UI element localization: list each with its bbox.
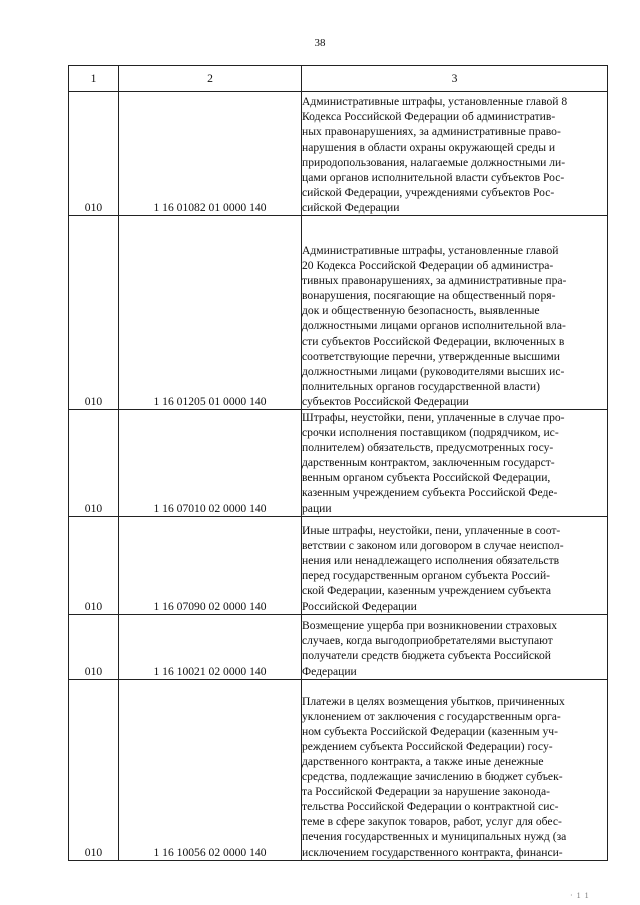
table-row [69, 410, 608, 517]
row-code-cell: 010 [69, 679, 119, 860]
description-line: сийской Федерации, учреждениями субъектов Рос- [302, 185, 555, 199]
row-code-cell: 010 [69, 614, 119, 679]
table-row [69, 216, 608, 410]
description-line: рации [302, 501, 332, 515]
description-line: перед государственным органом субъекта Россий- [302, 569, 551, 583]
description-line: ных правонарушениях, за административные право- [302, 125, 561, 139]
description-line: цами органов исполнительной власти субъектов Рос- [302, 170, 565, 184]
description-line: Российской Федерации [302, 599, 417, 613]
description-line: та Российской Федерации за нарушение законода- [302, 785, 551, 799]
description-line: полнителем) обязательств, предусмотренных госу- [302, 441, 554, 455]
description-line: нения или ненадлежащего исполнения обязательств [302, 554, 560, 568]
description-line: Административные штрафы, установленные главой 8 [302, 95, 568, 109]
description-line: полнительных органов государственной власти) [302, 379, 540, 393]
header-col-1: 1 [69, 66, 119, 92]
table-header-row [69, 66, 608, 92]
row-code-cell: 010 [69, 410, 119, 517]
description-line: Штрафы, неустойки, пени, уплаченные в случае про- [302, 411, 565, 424]
description-line: соответствующие перечни, утвержденные высшими [302, 349, 560, 363]
row-description-cell [302, 614, 608, 679]
description-line: сийской Федерации [302, 200, 400, 214]
description-line: тивных правонарушениях, за административные пра- [302, 274, 567, 288]
description-line: средства, подлежащие зачислению в бюджет субъек- [302, 770, 563, 784]
header-col-2: 2 [119, 66, 302, 92]
description-line: случаев, когда выгодоприобретателями выступают [302, 634, 553, 648]
budget-codes-table [68, 65, 608, 861]
description-line: Кодекса Российской Федерации об административ- [302, 110, 556, 124]
description-line: тельства Российской Федерации о контрактной сис- [302, 800, 559, 814]
footer-mark: · 1 1 [570, 891, 590, 900]
row-kbk-cell: 1 16 10021 02 0000 140 [119, 614, 302, 679]
table-row [69, 92, 608, 216]
description-line: природопользования, налагаемые должностными ли- [302, 155, 566, 169]
row-description-cell [302, 410, 608, 517]
table-row [69, 516, 608, 614]
description-line: ветствии с законом или договором в случае неиспол- [302, 539, 564, 553]
description-line: 20 Кодекса Российской Федерации об администра- [302, 259, 554, 273]
row-description-cell [302, 216, 608, 410]
description-line: нарушения в области охраны окружающей среды и [302, 140, 556, 154]
description-line: должностными лицами (руководителями высших ис- [302, 364, 565, 378]
description-line: печения государственных и муниципальных нужд (за [302, 830, 567, 844]
table-row [69, 679, 608, 860]
table-row [69, 614, 608, 679]
description-line: док и общественную безопасность, выявленные [302, 304, 540, 318]
description-line: субъектов Российской Федерации [302, 394, 469, 408]
description-line: дарственного контракта, а также иные денежные [302, 755, 544, 768]
description-line: Иные штрафы, неустойки, пени, уплаченные в соот- [302, 524, 561, 538]
description-line: уклонением от заключения с государственным орга- [302, 709, 561, 723]
description-line: ном субъекта Российской Федерации (казенным уч- [302, 724, 558, 738]
row-kbk-cell: 1 16 10056 02 0000 140 [119, 679, 302, 860]
row-kbk-cell: 1 16 07010 02 0000 140 [119, 410, 302, 517]
description-line: ской Федерации, казенным учреждением субъекта [302, 584, 552, 598]
description-line: теме в сфере закупок товаров, работ, услуг для обес- [302, 815, 562, 829]
description-line: сти субъектов Российской Федерации, включенных в [302, 334, 565, 348]
description-line: дарственным контрактом, заключенным государст- [302, 456, 555, 470]
row-code-cell: 010 [69, 216, 119, 410]
description-line: срочки исполнения поставщиком (подрядчиком, ис- [302, 426, 559, 440]
description-line: реждением субъекта Российской Федерации) госу- [302, 739, 553, 753]
description-line: получатели средств бюджета субъекта Российской [302, 649, 552, 663]
row-kbk-cell: 1 16 01082 01 0000 140 [119, 92, 302, 216]
description-line: Административные штрафы, установленные главой [302, 243, 559, 257]
row-description-cell [302, 679, 608, 860]
description-line: Платежи в целях возмещения убытков, причиненных [302, 694, 565, 708]
description-line: венным органом субъекта Российской Федерации, [302, 471, 551, 485]
description-line: Федерации [302, 664, 357, 678]
row-kbk-cell: 1 16 01205 01 0000 140 [119, 216, 302, 410]
description-line: исключением государственного контракта, финанси- [302, 845, 563, 859]
description-line: вонарушения, посягающие на общественный поря- [302, 289, 556, 303]
row-description-cell [302, 92, 608, 216]
description-line: Возмещение ущерба при возникновении страховых [302, 619, 558, 633]
header-col-3: 3 [302, 66, 608, 92]
row-kbk-cell: 1 16 07090 02 0000 140 [119, 516, 302, 614]
description-line: должностными лицами органов исполнительной вла- [302, 319, 566, 333]
page-number: 38 [314, 37, 326, 49]
row-code-cell: 010 [69, 516, 119, 614]
description-line: казенным учреждением субъекта Российской Феде- [302, 486, 558, 500]
row-description-cell [302, 516, 608, 614]
row-code-cell: 010 [69, 92, 119, 216]
